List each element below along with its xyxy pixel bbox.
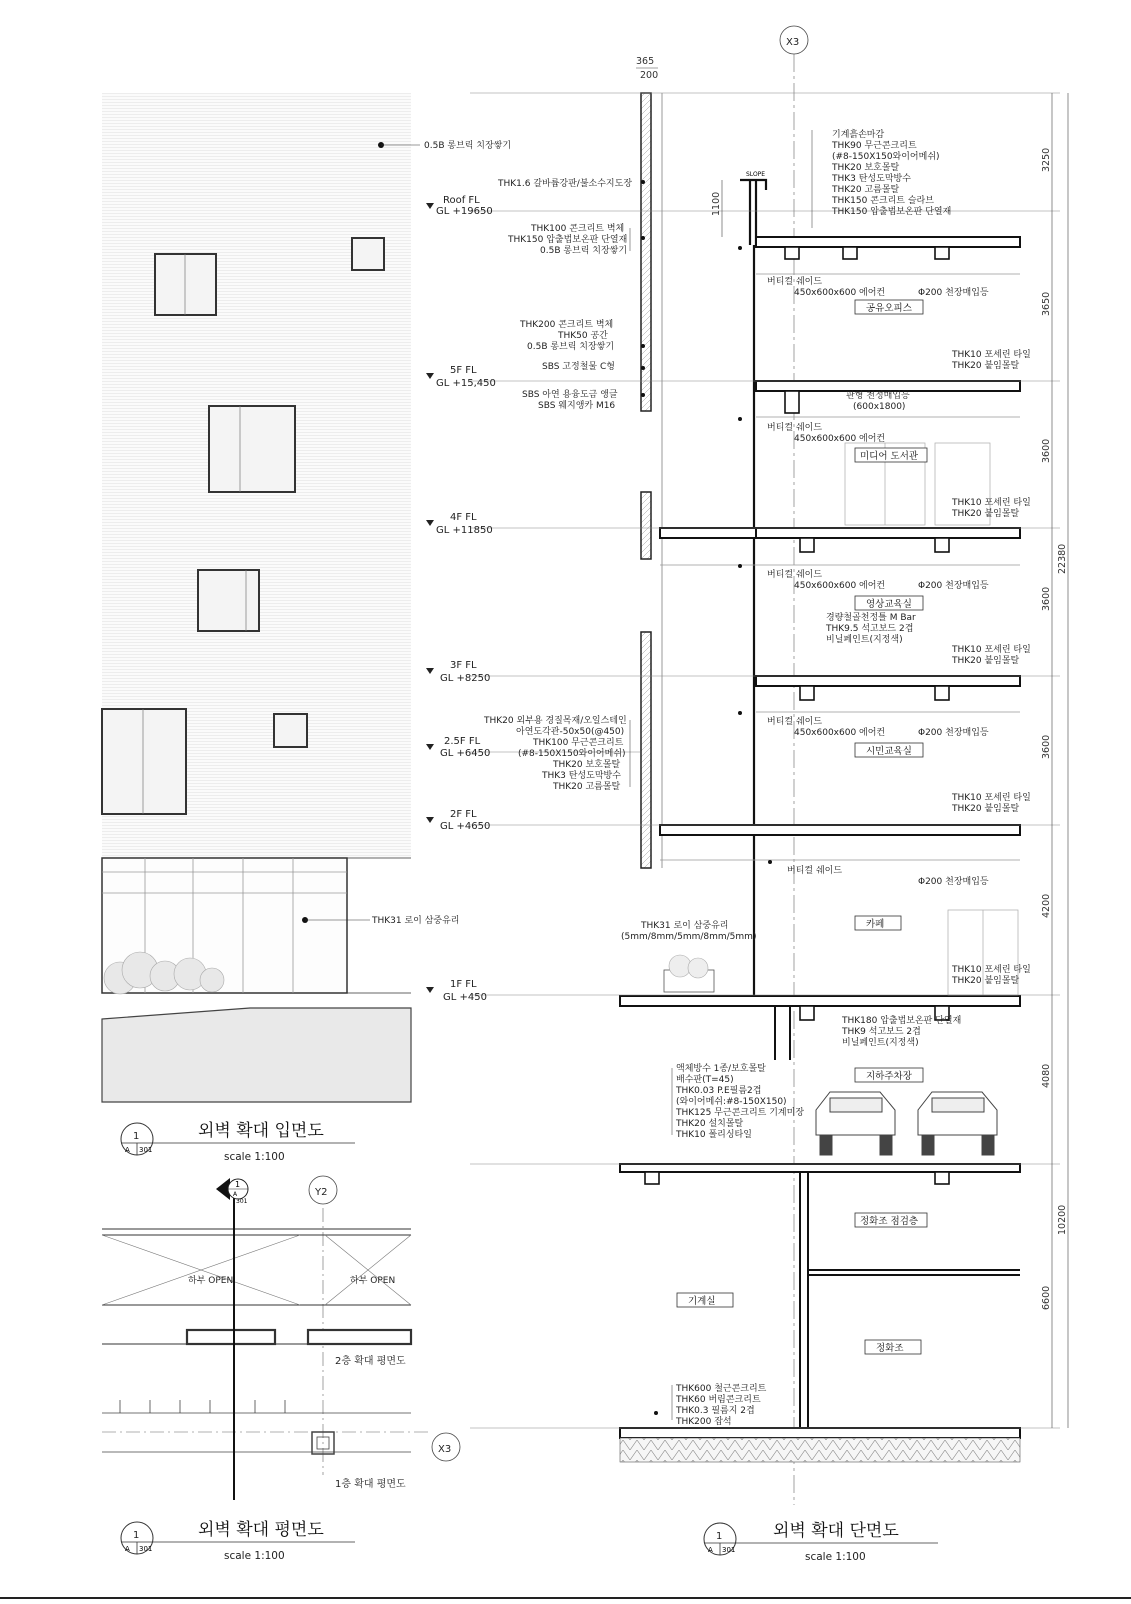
roof-note: THK150 콘크리트 슬라브: [832, 196, 934, 206]
wall-note: SBS 웨지앵카 M16: [538, 401, 616, 411]
grid-label-x3: X3: [786, 37, 800, 48]
dim-4200: 4200: [1041, 893, 1052, 918]
wall-note: THK100 무근콘크리트: [533, 738, 624, 748]
elevation-glass-note: THK31 로이 삼중유리: [372, 916, 460, 926]
marker-sheet: A: [708, 1546, 713, 1554]
room-tag: 기계실: [688, 1296, 716, 1307]
parking-floor-note: THK10 폴리싱타일: [676, 1130, 752, 1140]
room-tag: 지하주차장: [866, 1071, 912, 1082]
tile-note: THK20 붙임몰탈: [952, 804, 1020, 814]
base-note: THK0.3 필름지 2겹: [676, 1406, 755, 1416]
section-title: 외벽 확대 단면도: [773, 1521, 899, 1541]
vertical-shade-note: 버티컬 쉐이드: [767, 277, 823, 287]
aircon-note: 450x600x600 에어컨: [794, 728, 886, 738]
vertical-shade-note: 버티컬 쉐이드: [787, 866, 843, 876]
elevation-brick-note: 0.5B 롱브릭 치장쌓기: [424, 141, 512, 151]
wall-note: 아연도각관-50x50(@450): [516, 727, 625, 737]
ceiling-note: 경량철골천정틀 M Bar: [826, 613, 916, 623]
window: [352, 238, 384, 270]
parking-floor-note: THK20 설치몰탈: [676, 1119, 744, 1129]
wall-note: SBS 아연 용융도금 앵글: [522, 390, 618, 400]
ground: [102, 1008, 411, 1102]
dim-3600: 3600: [1041, 586, 1052, 611]
wall-note: 0.5B 롱브릭 치장쌓기: [527, 342, 615, 352]
tile-note: THK20 붙임몰탈: [952, 361, 1020, 371]
window: [209, 406, 295, 492]
tile-note: THK10 포세린 타일: [952, 498, 1031, 508]
room-tag: 공유오피스: [866, 303, 912, 314]
level-gl: GL +19650: [436, 206, 493, 217]
section-scale: scale 1:100: [805, 1551, 866, 1563]
level-name: 4F FL: [450, 512, 477, 523]
b1-ceiling-note: THK180 압출법보온판 단열재: [842, 1016, 962, 1026]
elevation-title-block: [121, 1120, 355, 1163]
tile-note: THK20 붙임몰탈: [952, 509, 1020, 519]
roof-note: THK3 탄성도막방수: [832, 174, 911, 184]
tile-note: THK10 포세린 타일: [952, 793, 1031, 803]
base-note: THK200 잡석: [676, 1417, 732, 1427]
dim-total-22380: 22380: [1057, 543, 1068, 574]
level-gl: GL +15,450: [436, 378, 496, 389]
vertical-shade-note: 버티컬 쉐이드: [767, 423, 823, 433]
plan-open-note: 하부 OPEN: [350, 1276, 396, 1286]
tile-note: THK10 포세린 타일: [952, 645, 1031, 655]
plan-scale: scale 1:100: [224, 1550, 285, 1562]
b1-ceiling-note: THK9 석고보드 2겹: [842, 1027, 921, 1037]
tile-note: THK20 붙임몰탈: [952, 656, 1020, 666]
ceiling-light-note: Φ200 천장매입등: [918, 877, 989, 887]
marker-ref: 301: [139, 1146, 153, 1154]
plan-1f-subtitle: 1층 확대 평면도: [335, 1479, 406, 1490]
level-gl: GL +6450: [440, 748, 491, 759]
wall-note: (#8-150X150와이어메쉬): [518, 749, 626, 759]
wall-note: THK20 고름몰탈: [553, 782, 621, 792]
glass-note: (5mm/8mm/5mm/8mm/5mm): [621, 932, 757, 942]
roof-note: 기계흙손마감: [832, 130, 885, 140]
wall-note: THK1.6 갈바륨강판/불소수지도장: [498, 179, 633, 189]
wall-note: THK3 탄성도막방수: [542, 771, 621, 781]
marker-sheet: A: [125, 1545, 130, 1553]
car: [816, 1092, 895, 1155]
panel-light-note: 판형 천정매입등: [846, 391, 910, 401]
plan-2f-subtitle: 2층 확대 평면도: [335, 1356, 406, 1367]
marker-number: 1: [133, 1530, 140, 1541]
section-view: [426, 26, 1068, 1563]
wall-note: THK20 보호몰탈: [553, 760, 621, 770]
dim-3600: 3600: [1041, 438, 1052, 463]
level-name: 2.5F FL: [444, 736, 481, 747]
b1-ceiling-note: 비닐페인트(지정색): [842, 1038, 919, 1048]
parking-floor-note: 액체방수 1종/보호몰탈: [676, 1064, 766, 1074]
vertical-shade-note: 버티컬 쉐이드: [767, 717, 823, 727]
level-name: 2F FL: [450, 809, 477, 820]
marker-sheet: A: [125, 1146, 130, 1154]
window: [155, 254, 216, 315]
level-gl: GL +11850: [436, 525, 493, 536]
dim-365: 365: [636, 56, 655, 67]
window: [274, 714, 307, 747]
dim-3600: 3600: [1041, 734, 1052, 759]
marker-number: 1: [133, 1131, 140, 1142]
plan-title-block: [121, 1519, 355, 1562]
marker-ref: 301: [722, 1546, 736, 1554]
elevation-title: 외벽 확대 입면도: [198, 1121, 324, 1141]
roof-note: (#8-150X150와이어메쉬): [832, 152, 940, 162]
parapet-dim: 1100: [711, 191, 722, 216]
room-tag: 미디어 도서관: [860, 451, 919, 462]
plan-open-note: 하부 OPEN: [188, 1276, 234, 1286]
level-gl: GL +4650: [440, 821, 491, 832]
window: [198, 570, 259, 631]
roof-note: THK20 고름몰탈: [832, 185, 900, 195]
plan-title: 외벽 확대 평면도: [198, 1520, 324, 1540]
dim-3650: 3650: [1041, 291, 1052, 316]
vertical-shade-note: 버티컬 쉐이드: [767, 570, 823, 580]
tile-note: THK10 포세린 타일: [952, 350, 1031, 360]
level-name: 1F FL: [450, 979, 477, 990]
ceiling-light-note: Φ200 천장매입등: [918, 728, 989, 738]
window: [102, 709, 186, 814]
ceiling-light-note: Φ200 천장매입등: [918, 581, 989, 591]
panel-light-note: (600x1800): [853, 402, 906, 412]
wall-note: THK20 외부용 경질목재/오일스테인: [484, 716, 627, 726]
ceiling-note: THK9.5 석고보드 2겹: [826, 624, 914, 634]
aircon-note: 450x600x600 에어컨: [794, 581, 886, 591]
aircon-note: 450x600x600 에어컨: [794, 288, 886, 298]
glass-note: THK31 로이 삼중유리: [641, 921, 729, 931]
parking-floor-note: THK125 무근콘크리트 기계미장: [676, 1108, 805, 1118]
grid-label-y2: Y2: [315, 1187, 328, 1198]
level-name: 3F FL: [450, 660, 477, 671]
level-name: Roof FL: [443, 195, 480, 206]
marker-ref: 301: [139, 1545, 153, 1553]
ceiling-light-note: Φ200 천장매입등: [918, 288, 989, 298]
car: [918, 1092, 997, 1155]
roof-note: THK90 무근콘크리트: [832, 141, 917, 151]
plan-view: [102, 1176, 460, 1562]
tile-note: THK10 포세린 타일: [952, 965, 1031, 975]
wall-note: THK200 콘크리트 벽체: [520, 320, 614, 330]
room-tag: 카페: [866, 919, 885, 930]
room-tag: 영상교육실: [866, 599, 912, 610]
level-gl: GL +8250: [440, 673, 491, 684]
section-marker-number: 1: [235, 1180, 241, 1189]
marker-number: 1: [716, 1531, 723, 1542]
room-tag: 정화조: [876, 1343, 904, 1354]
dim-200: 200: [640, 70, 659, 81]
dim-3250: 3250: [1041, 147, 1052, 172]
wall-note: SBS 고정철물 C형: [542, 362, 615, 372]
dim-4080: 4080: [1041, 1063, 1052, 1088]
dim-total-10200: 10200: [1057, 1204, 1068, 1235]
roof-note: THK150 압출법보온판 단열재: [832, 207, 952, 217]
section-title-block: [704, 1520, 938, 1563]
parking-floor-note: (와이어메쉬:#8-150X150): [676, 1097, 787, 1107]
tile-note: THK20 붙임몰탈: [952, 976, 1020, 986]
room-tag: 정화조 점검층: [860, 1216, 919, 1227]
level-gl: GL +450: [443, 992, 487, 1003]
grid-label-x3-plan: X3: [438, 1444, 452, 1455]
dim-6600: 6600: [1041, 1285, 1052, 1310]
base-note: THK60 버림콘크리트: [676, 1395, 761, 1405]
elevation-scale: scale 1:100: [224, 1151, 285, 1163]
wall-note: THK150 압출법보온판 단열재: [508, 235, 628, 245]
parking-floor-note: 배수판(T=45): [676, 1075, 734, 1085]
parking-floor-note: THK0.03 P.E필름2겹: [676, 1086, 762, 1096]
wall-note: THK100 콘크리트 벽체: [531, 224, 625, 234]
room-tag: 시민교육실: [866, 746, 912, 757]
wall-note: THK50 공간: [558, 331, 608, 341]
base-note: THK600 철근콘크리트: [676, 1384, 767, 1394]
slope-note: SLOPE: [746, 171, 766, 178]
aircon-note: 450x600x600 에어컨: [794, 434, 886, 444]
wall-note: 0.5B 롱브릭 치장쌓기: [540, 246, 628, 256]
section-marker-ref: 301: [236, 1198, 248, 1205]
level-name: 5F FL: [450, 365, 477, 376]
section-marker-sheet: A: [233, 1191, 238, 1198]
roof-note: THK20 보호몰탈: [832, 163, 900, 173]
ceiling-note: 비닐페인트(지정색): [826, 635, 903, 645]
